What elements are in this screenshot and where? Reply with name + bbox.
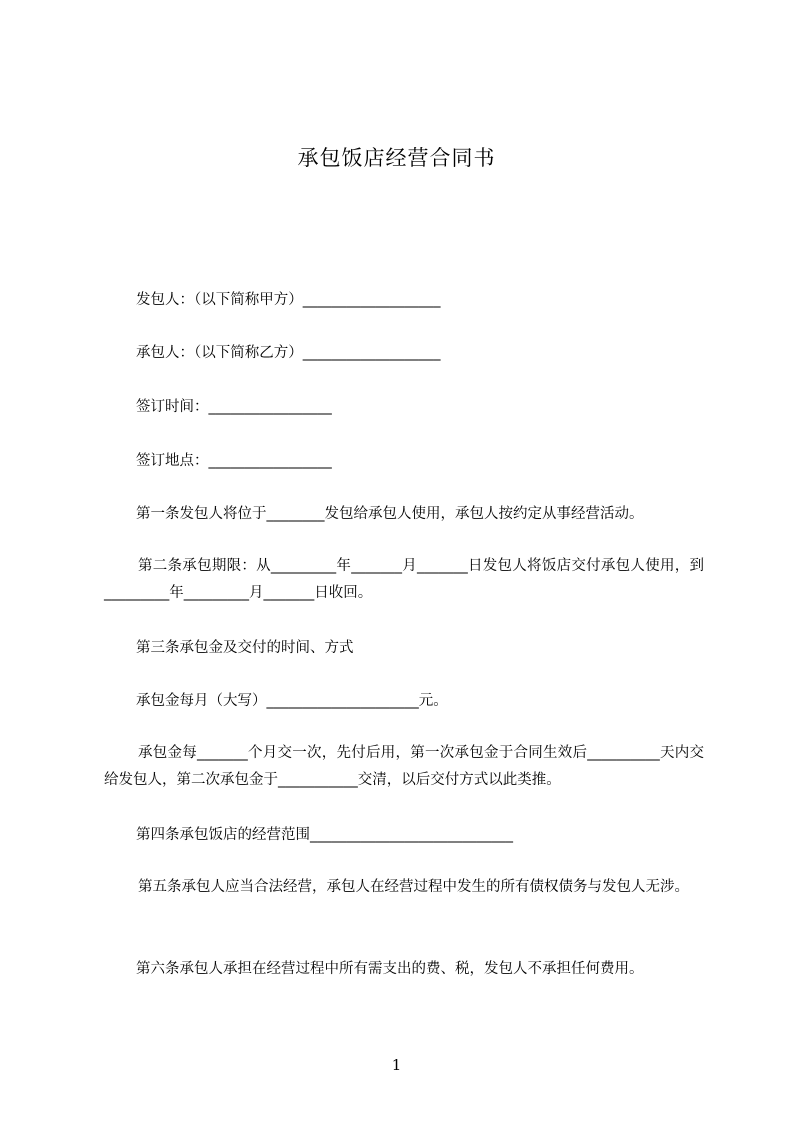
party-b-line: 承包人：（以下简称乙方）___________________ [136, 345, 441, 361]
article-1: 第一条发包人将位于________发包给承包人使用，承包人按约定从事经营活动。 [136, 506, 644, 522]
sign-time-line: 签订时间：_________________ [136, 399, 332, 415]
party-a-line: 发包人：（以下简称甲方）___________________ [136, 292, 441, 308]
page-number: 1 [391, 1056, 402, 1074]
article-5: 第五条承包人应当合法经营，承包人在经营过程中发生的所有债权债务与发包人无涉。 [138, 879, 689, 895]
article-2: 第二条承包期限：从_________年_______月_______日发包人将饭店交付承包人使用，到_________年_________月_______日收回。 [104, 558, 704, 601]
payment-terms: 承包金每_______个月交一次，先付后用，第一次承包金于合同生效后__________天内交给发包人，第二次承包金于___________交清，以后交付方式以此类推。 [104, 745, 704, 788]
monthly-fee-line: 承包金每月（大写）_____________________元。 [136, 693, 448, 709]
article-3: 第三条承包金及交付的时间、方式 [136, 640, 354, 656]
document-title: 承包饭店经营合同书 [297, 146, 496, 170]
article-6: 第六条承包人承担在经营过程中所有需支出的费、税，发包人不承担任何费用。 [136, 961, 644, 977]
sign-place-line: 签订地点：_________________ [136, 453, 332, 469]
article-4: 第四条承包饭店的经营范围____________________________ [136, 827, 513, 843]
